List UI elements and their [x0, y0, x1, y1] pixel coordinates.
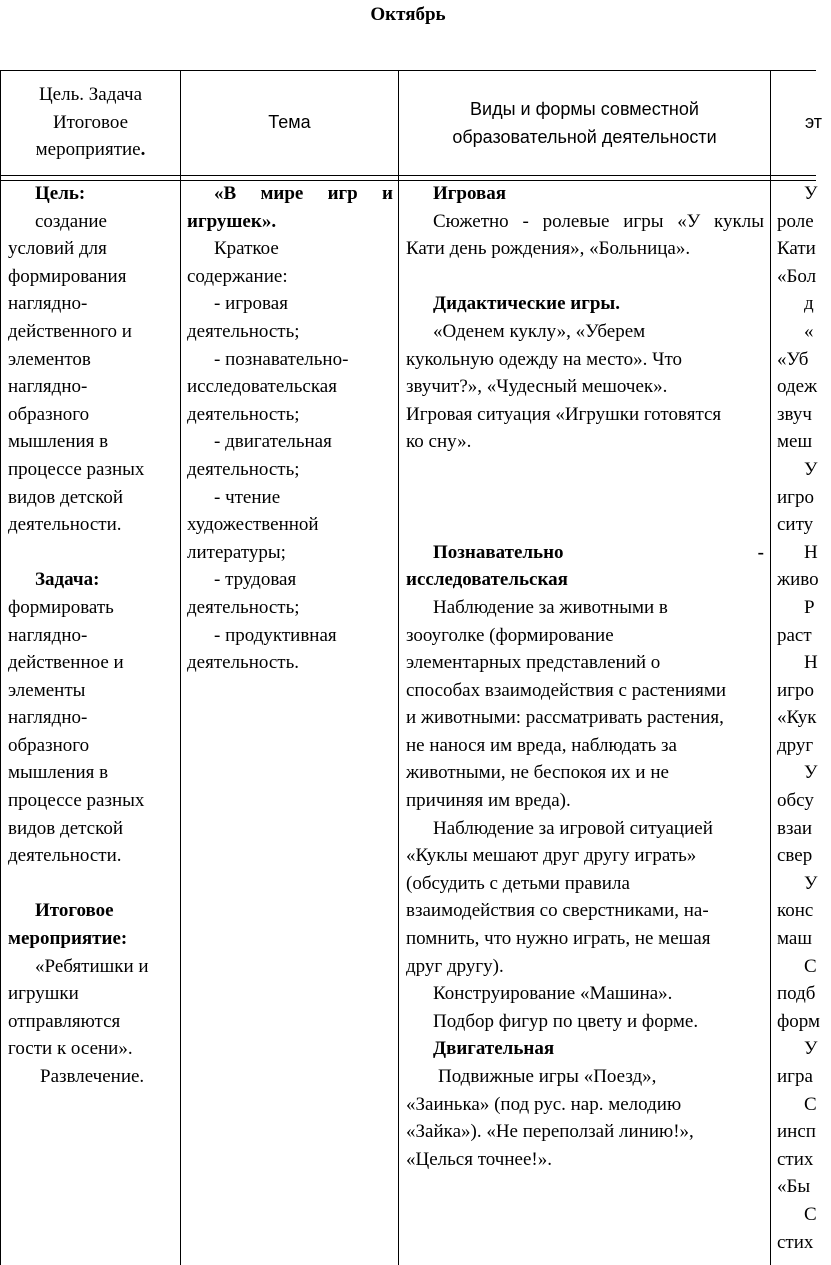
topic-title-line-1: «В мире игр и	[214, 183, 393, 204]
task-line: видов детской	[8, 817, 124, 839]
task-heading: Задача:	[35, 569, 100, 591]
col4-line: «Кук	[777, 707, 817, 729]
col4-line: инсп	[777, 1121, 816, 1143]
col4-line: ситу	[777, 514, 814, 536]
header-goal-line-3: мероприятие.	[35, 139, 146, 161]
goal-line: условий для	[8, 238, 107, 260]
observe-line: друг другу).	[406, 955, 504, 977]
col4-line: игра	[777, 1066, 813, 1087]
cognitive-line: не нанося им вреда, наблюдать за	[406, 734, 677, 756]
goal-line: процессе разных	[8, 458, 145, 480]
col4-line: Н	[804, 541, 818, 563]
activity-item: литературы;	[187, 541, 286, 563]
col4-line: У	[804, 872, 818, 894]
game-line: Кати день рождения», «Больница».	[406, 238, 691, 260]
header-goal-task	[1, 70, 180, 175]
col4-line: Р	[804, 596, 815, 618]
col4-line: С	[804, 1203, 817, 1225]
didactic-line: «Оденем куклу», «Уберем	[433, 320, 646, 342]
header-goal-line-1: Цель. Задача	[38, 84, 143, 106]
task-line: наглядно-	[8, 624, 88, 646]
col4-line: Н	[804, 652, 818, 674]
col4-line: «	[804, 320, 814, 342]
col4-line: «Уб	[777, 348, 809, 370]
task-line: формировать	[8, 596, 114, 618]
col4-line: У	[804, 1038, 818, 1060]
goal-heading: Цель:	[35, 183, 86, 204]
header-goal-line-2: Итоговое	[52, 111, 129, 133]
col4-line: «Бол	[777, 265, 817, 287]
goal-line: образного	[8, 403, 90, 425]
game-line: Сюжетно - ролевые игры «У куклы	[433, 210, 764, 232]
goal-line: видов детской	[8, 486, 124, 508]
goal-line: деятельности.	[8, 514, 122, 536]
topic-title-line-2: игрушек».	[187, 210, 277, 232]
activity-item: деятельность;	[187, 403, 300, 425]
col4-line: обсу	[777, 790, 814, 812]
summary-label: Краткое	[214, 238, 279, 260]
summary-label-2: содержание:	[187, 265, 288, 287]
table-border-left	[0, 70, 1, 1265]
observe-line: Наблюдение за игровой ситуацией	[433, 817, 713, 839]
goal-cell	[8, 180, 176, 1091]
activity-list	[187, 290, 393, 676]
col4-partial-cell	[777, 180, 821, 1256]
game-heading: Игровая	[433, 183, 507, 204]
col4-line: Кати	[777, 238, 816, 260]
header-forms-line-2: образовательной деятельности	[452, 126, 717, 147]
observe-line: помнить, что нужно играть, не мешая	[406, 928, 711, 950]
goal-line: действенного и	[8, 320, 132, 342]
motor-line: «Целься точнее!».	[406, 1148, 552, 1170]
activity-item: - чтение	[214, 486, 281, 508]
event-line: «Ребятишки и	[35, 955, 149, 977]
col4-line: игро	[777, 486, 814, 508]
activity-item: деятельность;	[187, 320, 300, 342]
col4-line: игро	[777, 679, 814, 701]
task-line: элементы	[8, 679, 86, 701]
cognitive-line: зооуголке (формирование	[406, 624, 614, 646]
header-topic: Тема	[268, 111, 311, 132]
col4-line: У	[804, 183, 818, 204]
didactic-line: кукольную одежду на место». Что	[406, 348, 683, 370]
column-divider-2	[398, 70, 399, 1265]
col4-line: одеж	[777, 376, 818, 398]
column-divider-1	[180, 70, 181, 1265]
col4-line: взаи	[777, 817, 813, 839]
didactic-line: ко сну».	[406, 431, 472, 453]
cognitive-line: и животными: рассматривать растения,	[406, 707, 724, 729]
goal-line: формирования	[8, 265, 127, 287]
cognitive-line: причиняя им вреда).	[406, 790, 571, 812]
col4-line: д	[804, 293, 814, 315]
didactic-heading: Дидактические игры.	[433, 293, 620, 315]
goal-line: элементов	[8, 348, 91, 370]
task-line: деятельности.	[8, 845, 122, 867]
event-line: игрушки	[8, 983, 79, 1005]
col4-line: С	[804, 1093, 817, 1115]
col4-line: свер	[777, 845, 813, 867]
activity-item: - двигательная	[214, 431, 332, 453]
cognitive-line: элементарных представлений о	[406, 652, 661, 674]
activity-item: - продуктивная	[214, 624, 337, 646]
cognitive-line: Наблюдение за животными в	[433, 596, 668, 618]
forms-cell	[406, 180, 764, 1173]
event-line: гости к осени».	[8, 1038, 133, 1060]
col4-line: конс	[777, 900, 814, 922]
event-heading-1: Итоговое	[35, 900, 114, 922]
motor-line: Подвижные игры «Поезд»,	[438, 1066, 657, 1087]
header-forms-line-1: Виды и формы совместной	[470, 98, 699, 119]
task-line: образного	[8, 734, 90, 756]
goal-line: мышления в	[8, 431, 109, 453]
didactic-line: Игровая ситуация «Игрушки готовятся	[406, 403, 722, 425]
col4-line: С	[804, 955, 817, 977]
goal-line: наглядно-	[8, 376, 88, 398]
event-line: отправляются	[8, 1010, 121, 1032]
event-type: Развлечение.	[40, 1066, 145, 1087]
cognitive-line: животными, не беспокоя их и не	[406, 762, 669, 784]
col4-line: меш	[777, 431, 813, 453]
col4-line: форм	[777, 1010, 821, 1032]
cognitive-heading-line-1: Познавательно -	[433, 541, 764, 563]
cognitive-line: способах взаимодействия с растениями	[406, 679, 727, 701]
cognitive-heading-line-2: исследовательская	[406, 569, 568, 591]
goal-line: наглядно-	[8, 293, 88, 315]
activity-item: - игровая	[214, 293, 288, 315]
task-text	[8, 594, 176, 870]
task-line: действенное и	[8, 652, 124, 674]
task-line: мышления в	[8, 762, 109, 784]
didactic-line: звучит?», «Чудесный мешочек».	[406, 376, 668, 398]
shapes-line: Подбор фигур по цвету и форме.	[433, 1010, 699, 1032]
col4-line: стих	[777, 1148, 814, 1170]
col4-line: маш	[777, 928, 812, 950]
motor-line: «Заинька» (под рус. нар. мелодию	[406, 1093, 682, 1115]
page-title: Октябрь	[370, 4, 446, 25]
motor-heading: Двигательная	[433, 1038, 555, 1060]
activity-item: деятельность;	[187, 596, 300, 618]
col4-line: У	[804, 458, 818, 480]
event-heading-2: мероприятие:	[8, 928, 128, 950]
col4-line: живо	[777, 569, 819, 591]
activity-item: художественной	[187, 514, 319, 536]
activity-item: деятельность;	[187, 458, 300, 480]
header-col4-partial: эт	[805, 111, 823, 132]
observe-line: «Куклы мешают друг другу играть»	[406, 845, 697, 867]
task-line: наглядно-	[8, 707, 88, 729]
activity-item: - познавательно-	[214, 348, 349, 370]
col4-line: «Бы	[777, 1176, 811, 1198]
motor-line: «Зайка»). «Не переползай линию!»,	[406, 1121, 694, 1143]
activity-item: исследовательская	[187, 376, 337, 398]
activity-item: - трудовая	[214, 569, 297, 591]
topic-cell	[187, 180, 393, 677]
observe-line: (обсудить с детьми правила	[406, 872, 630, 894]
col4-line: подб	[777, 983, 816, 1005]
col4-line: раст	[777, 624, 812, 646]
col4-line: роле	[777, 210, 814, 232]
column-divider-3	[770, 70, 771, 1265]
col4-line: У	[804, 762, 818, 784]
task-line: процессе разных	[8, 790, 145, 812]
header-forms	[399, 70, 770, 175]
construct-line: Конструирование «Машина».	[433, 983, 673, 1005]
col4-line: стих	[777, 1231, 814, 1253]
header-border-bottom	[0, 175, 816, 176]
observe-line: взаимодействия со сверстниками, на-	[406, 900, 709, 922]
col4-line: звуч	[777, 403, 812, 425]
activity-item: деятельность.	[187, 652, 300, 674]
col4-line: друг	[777, 734, 814, 756]
goal-line: создание	[35, 210, 107, 232]
goal-text	[8, 208, 176, 539]
